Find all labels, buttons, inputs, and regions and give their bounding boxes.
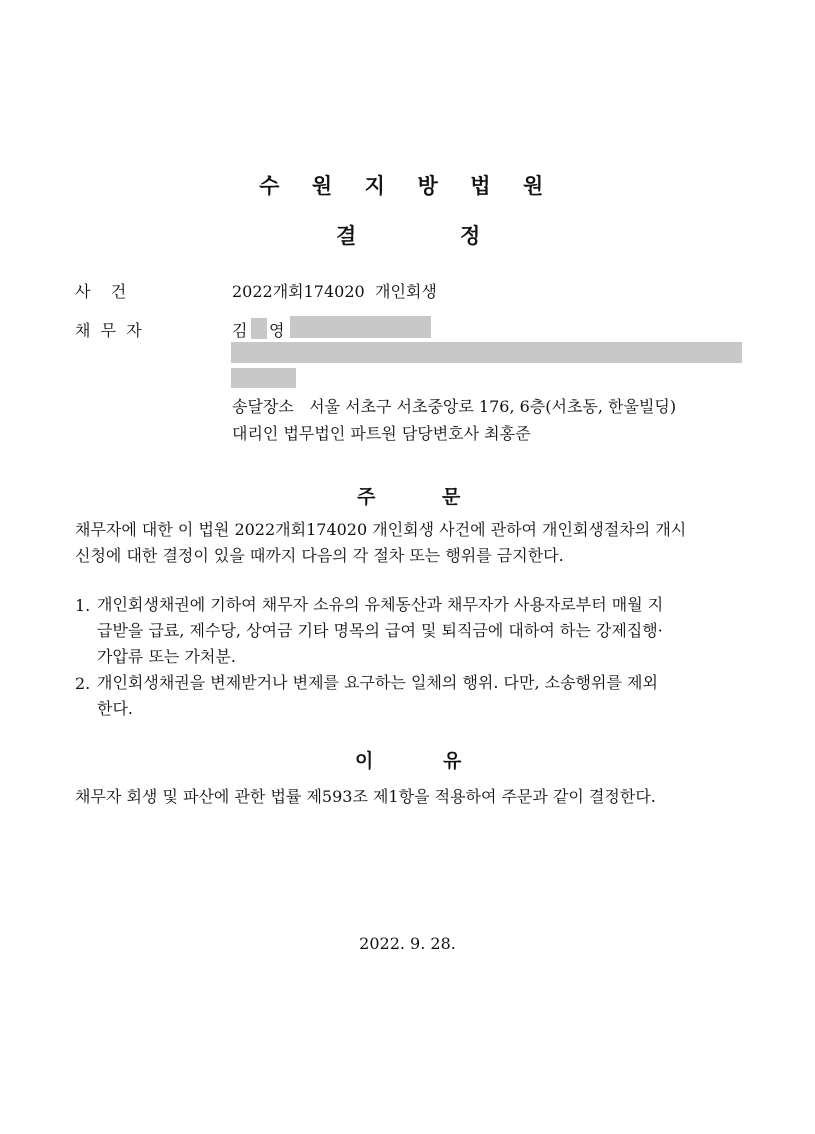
court-name: 수 원 지 방 법 원 [259, 174, 556, 198]
item-line: 개인회생채권을 변제받거나 변제를 요구하는 일체의 행위. 다만, 소송행위를 제외 [97, 673, 658, 692]
item-line: 급받을 급료, 제수당, 상여금 기타 명목의 급여 및 퇴직금에 대하여 하는 강제집행· [97, 621, 663, 640]
redaction-address-line2 [231, 368, 296, 388]
reason-text: 채무자 회생 및 파산에 관한 법률 제593조 제1항을 적용하여 주문과 같이 결정한다. [75, 787, 656, 806]
decision-date: 2022. 9. 28. [359, 934, 456, 953]
order-heading-right: 문 [442, 486, 461, 508]
reason-heading-left: 이 [355, 750, 374, 772]
case-name: 개인회생 [375, 282, 437, 301]
case-label: 사 건 [75, 282, 127, 301]
debtor-name-first: 김 [232, 321, 248, 340]
item-line: 개인회생채권에 기하여 채무자 소유의 유체동산과 채무자가 사용자로부터 매월 지 [97, 595, 664, 614]
item-line: 한다. [97, 699, 133, 718]
debtor-label: 채 무 자 [75, 321, 142, 340]
doc-type-left: 결 [336, 224, 357, 248]
redaction-name [251, 318, 267, 339]
service-address: 송달장소 서울 서초구 서초중앙로 176, 6층(서초동, 한울빌딩) [232, 397, 677, 416]
redaction-address-line1 [231, 342, 742, 363]
agent: 대리인 법무법인 파트원 담당변호사 최홍준 [232, 424, 531, 443]
order-intro-line2: 신청에 대한 결정이 있을 때까지 다음의 각 절차 또는 행위를 금지한다. [75, 546, 564, 565]
doc-type-right: 정 [460, 224, 481, 248]
item-number: 1. [75, 596, 91, 615]
redaction-id [290, 316, 431, 338]
item-number: 2. [75, 674, 91, 693]
item-line: 가압류 또는 가처분. [97, 647, 236, 666]
reason-heading-right: 유 [443, 750, 462, 772]
order-heading-left: 주 [357, 486, 376, 508]
order-intro-line1: 채무자에 대한 이 법원 2022개회174020 개인회생 사건에 관하여 개인회생절차의 개시 [75, 520, 687, 539]
case-number: 2022개회174020 [232, 282, 365, 301]
debtor-name-last: 영 [269, 321, 285, 340]
